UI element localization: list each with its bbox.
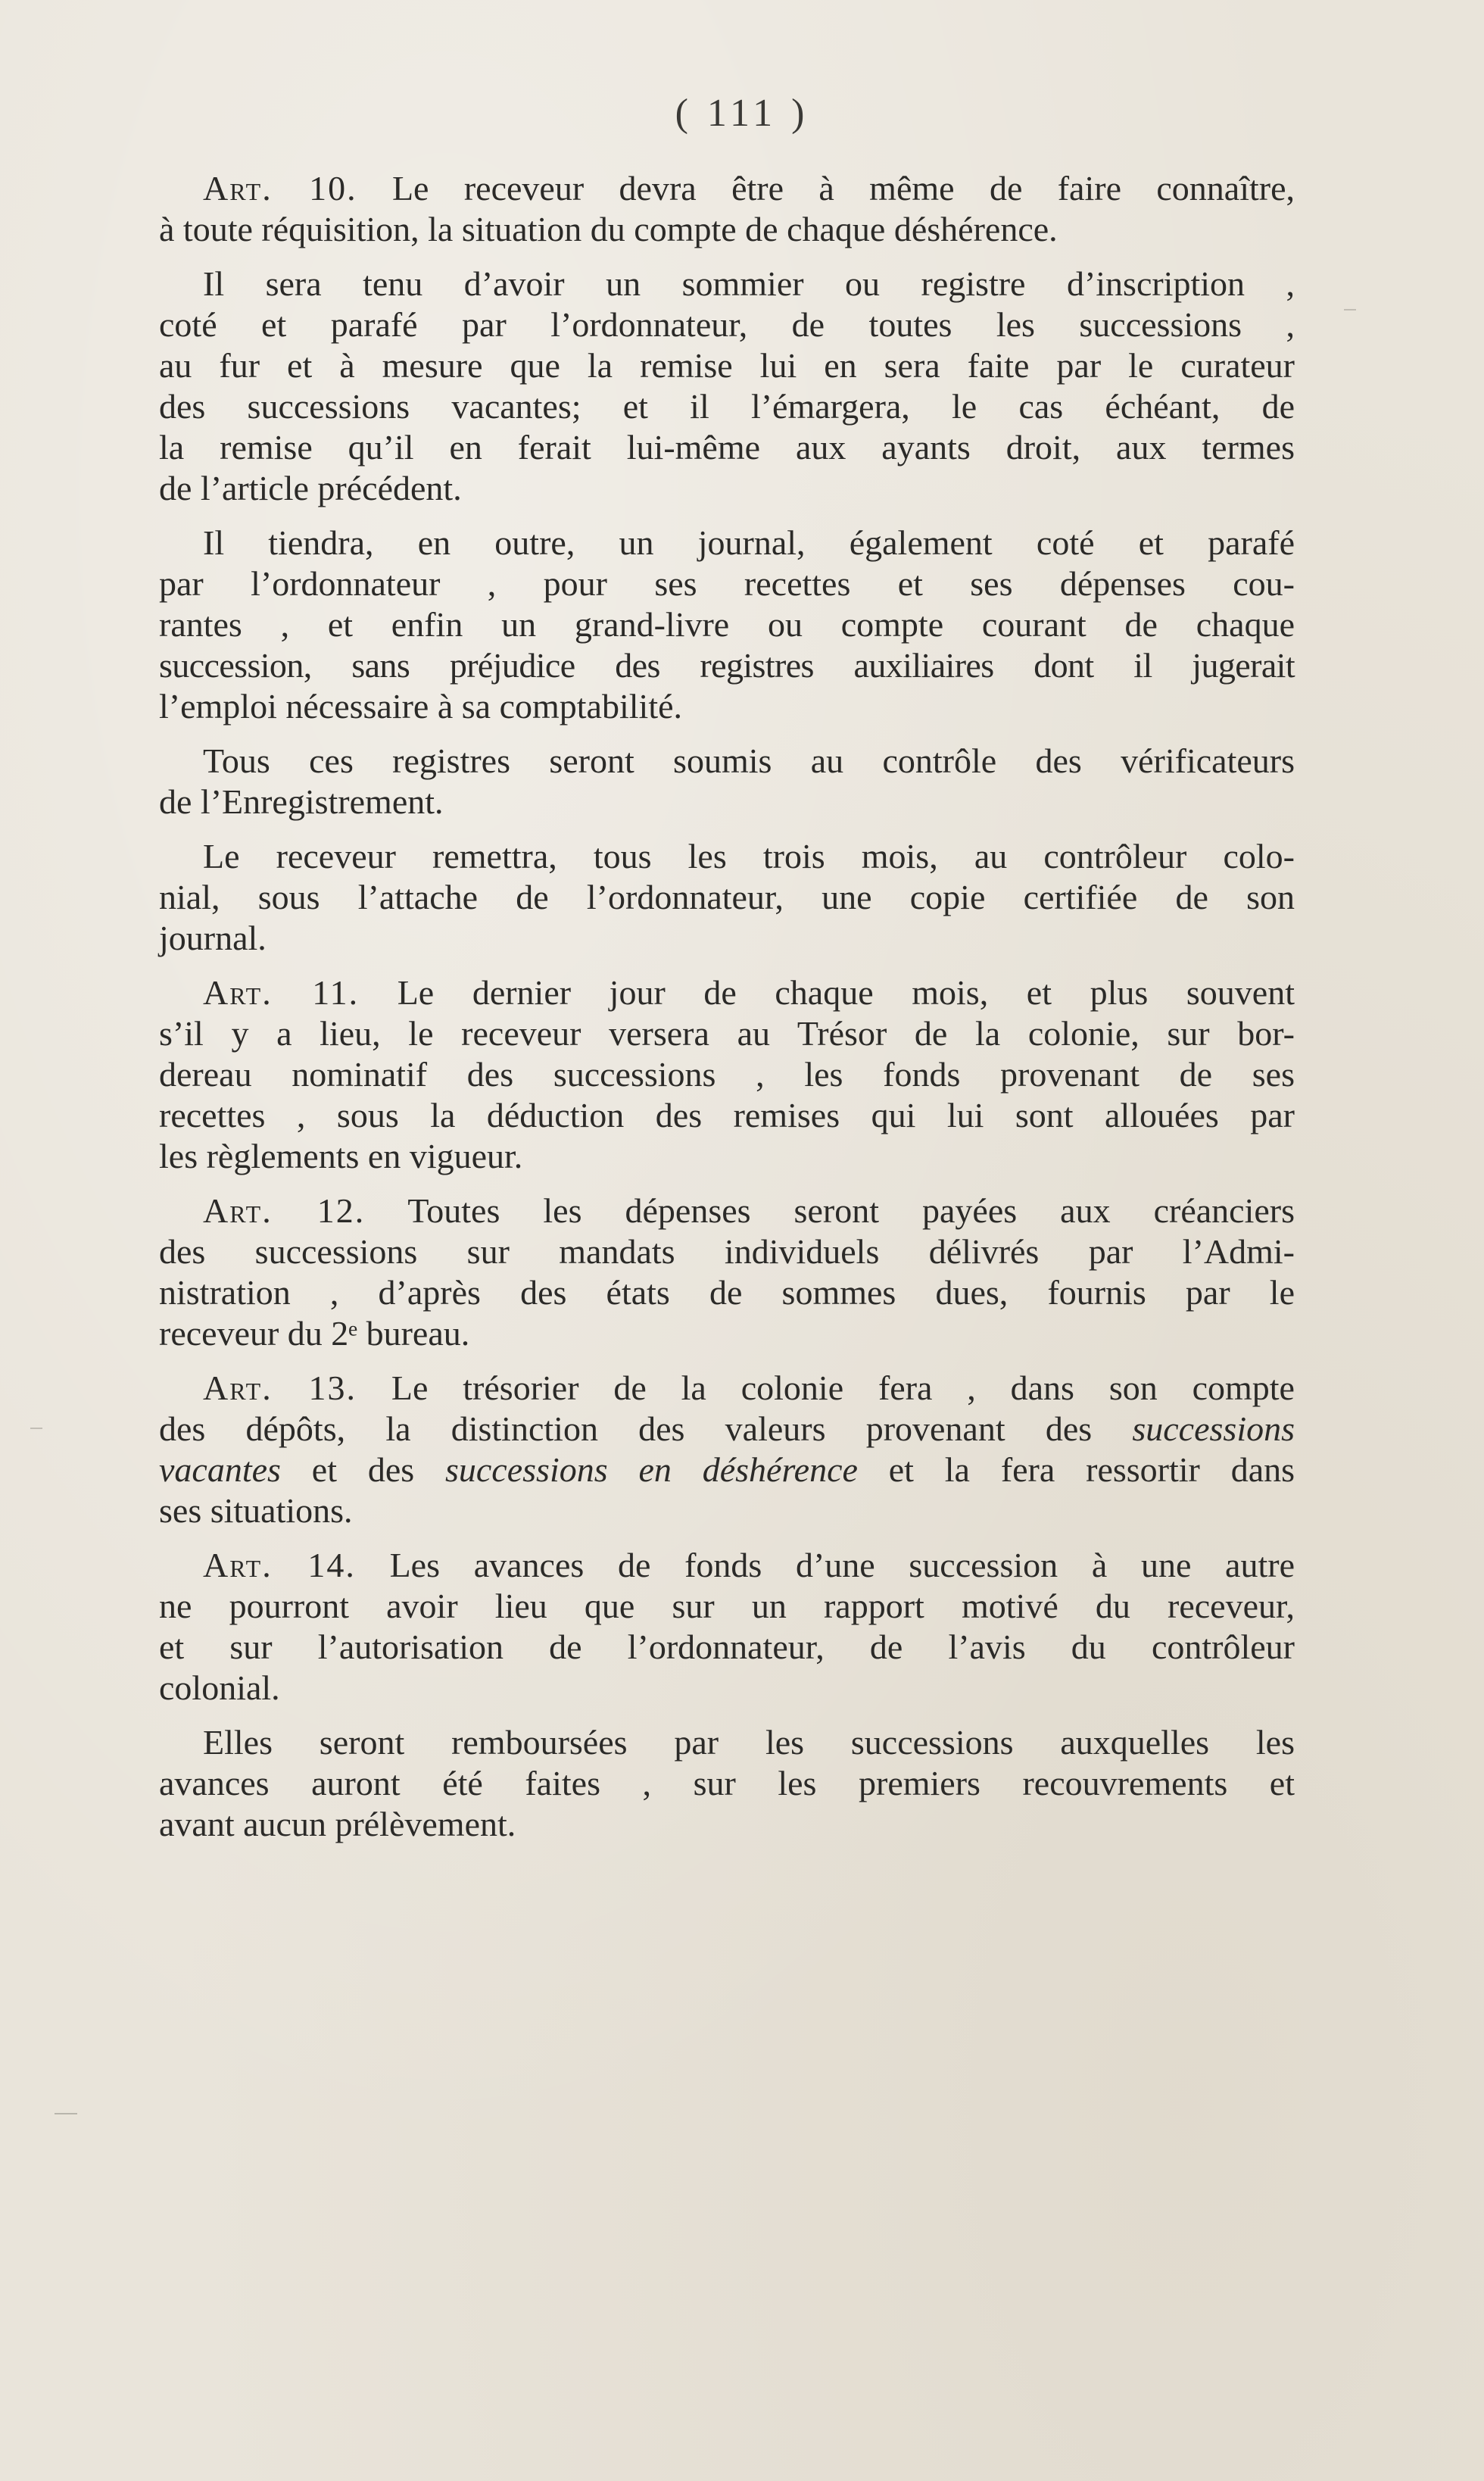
article-label: Art. 14. (203, 1546, 356, 1584)
text-line: et sur l’autorisation de l’ordonnateur, de l’avis du contrôleur (159, 1627, 1295, 1666)
text-line: au fur et à mesure que la remise lui en sera faite par le curateur (159, 346, 1295, 385)
paragraph-art-10 (159, 168, 1295, 250)
text-line: des successions vacantes; et il l’émargera, le cas échéant, de (159, 387, 1295, 426)
text-line: de l’article précédent. (159, 469, 462, 507)
paragraph-art-13 (159, 1368, 1295, 1531)
paragraph (159, 1722, 1295, 1845)
text-line: Tous ces registres seront soumis au contrôle des vérificateurs (203, 741, 1295, 780)
text-line: à toute réquisition, la situation du compte de chaque déshérence. (159, 210, 1058, 248)
text-line: Le receveur remettra, tous les trois mois, au contrôleur colo- (203, 837, 1295, 875)
text-line: journal. (159, 919, 267, 957)
paragraph-art-11 (159, 972, 1295, 1177)
paragraph-art-12 (159, 1191, 1295, 1354)
text-line: ne pourront avoir lieu que sur un rapport motivé du receveur, (159, 1587, 1295, 1625)
text-line: succession, sans préjudice des registres auxiliaires dont il jugerait (159, 646, 1295, 685)
text-line: colonial. (159, 1668, 280, 1707)
body-text (159, 168, 1295, 1858)
line-text: Le receveur devra être à même de faire connaître, (357, 169, 1295, 208)
text-line (159, 1191, 1295, 1231)
text-line: recettes , sous la déduction des remises qui lui sont allouées par (159, 1096, 1295, 1134)
text-line: Elles seront remboursées par les successions auxquelles les (203, 1723, 1295, 1762)
line-text: Le dernier jour de chaque mois, et plus souvent (359, 973, 1295, 1012)
article-label: Art. 10. (203, 169, 357, 208)
text-line (159, 1368, 1295, 1409)
italic-text: successions (1132, 1409, 1295, 1448)
margin-mark (30, 1428, 42, 1429)
margin-mark (1344, 309, 1356, 311)
margin-mark (55, 2113, 77, 2114)
article-label: Art. 13. (203, 1368, 357, 1407)
text-line: avances auront été faites , sur les premiers recouvrements et (159, 1764, 1295, 1802)
paragraph (159, 741, 1295, 822)
italic-text: successions en déshérence (444, 1450, 858, 1489)
text-line: rantes , et enfin un grand-livre ou compte courant de chaque (159, 605, 1295, 644)
text-line: les règlements en vigueur. (159, 1137, 523, 1175)
text-line: par l’ordonnateur , pour ses recettes et ses dépenses cou- (159, 564, 1295, 603)
text-line: Il tiendra, en outre, un journal, également coté et parafé (203, 523, 1295, 562)
text-line: la remise qu’il en ferait lui-même aux ayants droit, aux termes (159, 428, 1295, 467)
paragraph-art-14 (159, 1545, 1295, 1709)
text-line (159, 972, 1295, 1013)
article-label: Art. 12. (203, 1191, 366, 1230)
text-line: receveur du 2ᵉ bureau. (159, 1314, 470, 1353)
text-line: des successions sur mandats individuels délivrés par l’Admi- (159, 1232, 1295, 1271)
text-line (159, 1450, 1295, 1490)
italic-text: vacantes (159, 1450, 281, 1489)
text-line (159, 1545, 1295, 1586)
text-line: s’il y a lieu, le receveur versera au Trésor de la colonie, sur bor- (159, 1014, 1295, 1053)
paragraph (159, 264, 1295, 509)
text-line: dereau nominatif des successions , les fonds provenant de ses (159, 1055, 1295, 1094)
page-number: ( 111 ) (675, 92, 809, 135)
line-text: Toutes les dépenses seront payées aux créanciers (365, 1191, 1295, 1230)
line-text: et des (280, 1450, 445, 1489)
text-line (159, 168, 1295, 209)
text-line: avant aucun prélèvement. (159, 1805, 516, 1843)
line-text: et la fera ressortir dans (857, 1450, 1295, 1489)
text-line: de l’Enregistrement. (159, 782, 444, 821)
text-line: nial, sous l’attache de l’ordonnateur, une copie certifiée de son (159, 878, 1295, 916)
text-line: ses situations. (159, 1491, 353, 1530)
text-line: l’emploi nécessaire à sa comptabilité. (159, 687, 683, 726)
text-line (159, 1409, 1295, 1450)
text-line: coté et parafé par l’ordonnateur, de toutes les successions , (159, 305, 1295, 344)
line-text: Les avances de fonds d’une succession à une autre (355, 1546, 1295, 1584)
line-text: des dépôts, la distinction des valeurs provenant des (159, 1409, 1133, 1448)
line-text: Le trésorier de la colonie fera , dans son compte (357, 1368, 1295, 1407)
article-label: Art. 11. (203, 973, 360, 1012)
text-line: nistration , d’après des états de sommes dues, fournis par le (159, 1273, 1295, 1312)
paragraph (159, 836, 1295, 959)
paragraph (159, 523, 1295, 727)
text-line: Il sera tenu d’avoir un sommier ou registre d’inscription , (203, 264, 1295, 303)
